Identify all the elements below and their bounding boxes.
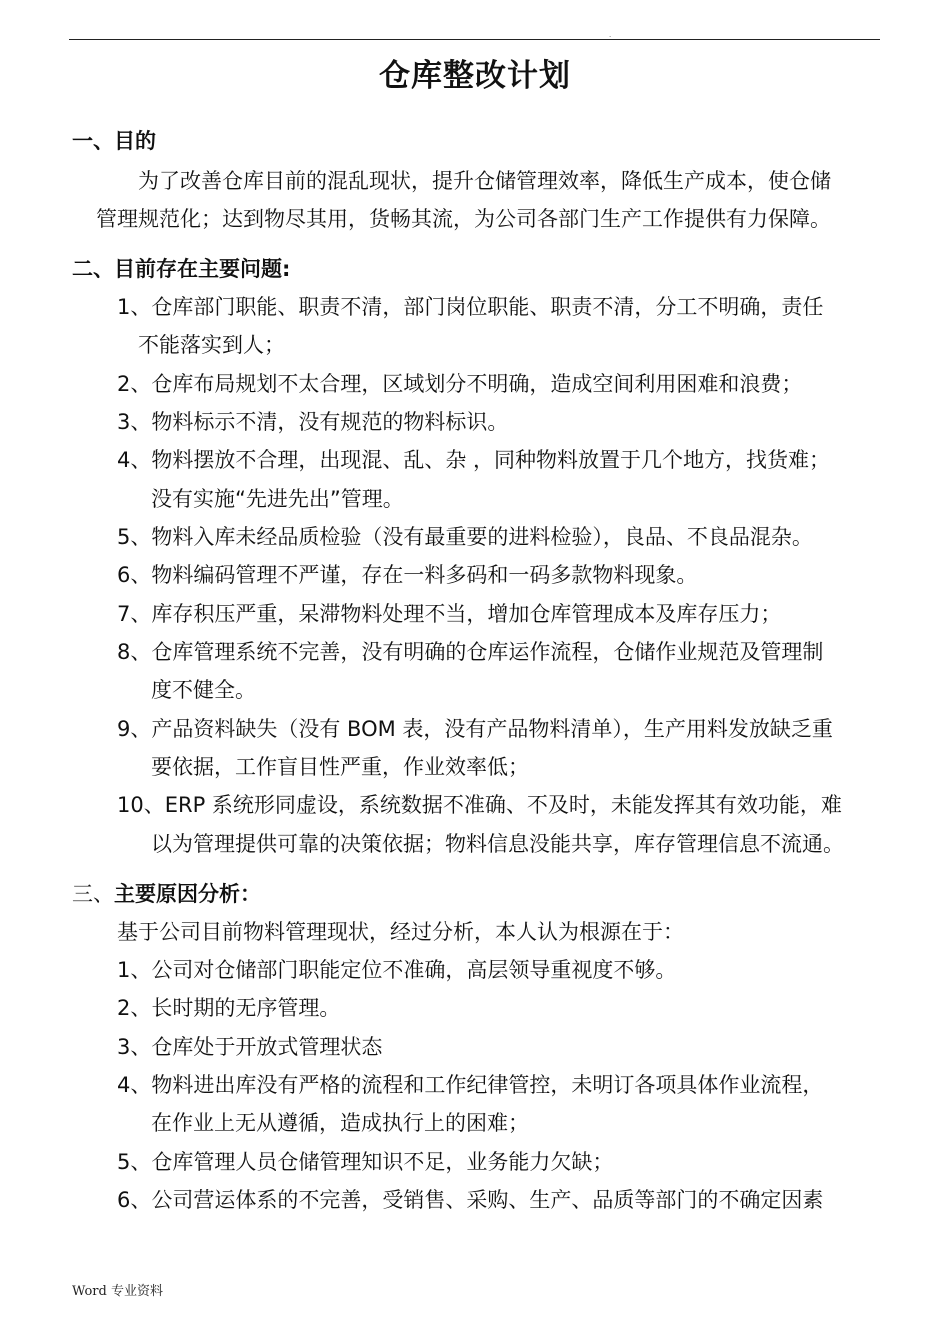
section1-heading: 一、目的 — [72, 129, 156, 153]
section3-line: 4、物料进出库没有严格的流程和工作纪律管控，未明订各项具体作业流程， — [117, 1073, 824, 1097]
section3-heading-number: 三、 — [72, 882, 114, 906]
section2-line: 10、ERP 系统形同虚设，系统数据不准确、不及时，未能发挥其有效功能，难 — [117, 793, 842, 817]
section3-line: 5、仓库管理人员仓储管理知识不足，业务能力欠缺； — [117, 1150, 614, 1174]
section2-line: 9、产品资料缺失（没有 BOM 表，没有产品物料清单），生产用料发放缺乏重 — [117, 717, 833, 741]
section3-heading-text: 主要原因分析： — [114, 882, 261, 906]
section2-line: 要依据，工作盲目性严重，作业效率低； — [151, 755, 529, 779]
section3-line: 1、公司对仓储部门职能定位不准确，高层领导重视度不够。 — [117, 958, 677, 982]
section2-line: 6、物料编码管理不严谨，存在一料多码和一码多款物料现象。 — [117, 563, 698, 587]
section2-heading: 二、目前存在主要问题: — [72, 257, 291, 281]
section2-line: 不能落实到人； — [138, 333, 285, 357]
section2-line: 3、物料标示不清，没有规范的物料标识。 — [117, 410, 509, 434]
section2-line: 8、仓库管理系统不完善，没有明确的仓库运作流程，仓储作业规范及管理制 — [117, 640, 824, 664]
document-title: 仓库整改计划 — [379, 58, 571, 94]
section3-line: 2、长时期的无序管理。 — [117, 996, 341, 1020]
section2-line: 没有实施“先进先出”管理。 — [151, 487, 404, 511]
header-rule — [69, 39, 880, 40]
header-mark: . — [609, 31, 612, 39]
section2-line: 1、仓库部门职能、职责不清，部门岗位职能、职责不清，分工不明确，责任 — [117, 295, 824, 319]
section2-line: 以为管理提供可靠的决策依据；物料信息没能共享，库存管理信息不流通。 — [151, 832, 844, 856]
section2-line: 7、库存积压严重，呆滞物料处理不当，增加仓库管理成本及库存压力； — [117, 602, 782, 626]
page-footer: Word 专业资料 — [72, 1284, 163, 1299]
section3-heading — [72, 878, 261, 908]
section1-line: 为了改善仓库目前的混乱现状，提升仓储管理效率，降低生产成本，使仓储 — [138, 169, 831, 193]
section1-line: 管理规范化；达到物尽其用，货畅其流，为公司各部门生产工作提供有力保障。 — [96, 207, 831, 231]
section2-line: 4、物料摆放不合理，出现混、乱、杂 ，同种物料放置于几个地方，找货难； — [117, 448, 831, 472]
section3-line: 基于公司目前物料管理现状，经过分析，本人认为根源在于： — [117, 920, 684, 944]
section3-line: 6、公司营运体系的不完善，受销售、采购、生产、品质等部门的不确定因素 — [117, 1188, 824, 1212]
section2-line: 度不健全。 — [151, 678, 256, 702]
section3-line: 在作业上无从遵循，造成执行上的困难； — [151, 1111, 529, 1135]
section2-line: 2、仓库布局规划不太合理，区域划分不明确，造成空间利用困难和浪费； — [117, 372, 803, 396]
section2-line: 5、物料入库未经品质检验（没有最重要的进料检验），良品、不良品混杂。 — [117, 525, 813, 549]
section3-line: 3、仓库处于开放式管理状态 — [117, 1035, 383, 1059]
